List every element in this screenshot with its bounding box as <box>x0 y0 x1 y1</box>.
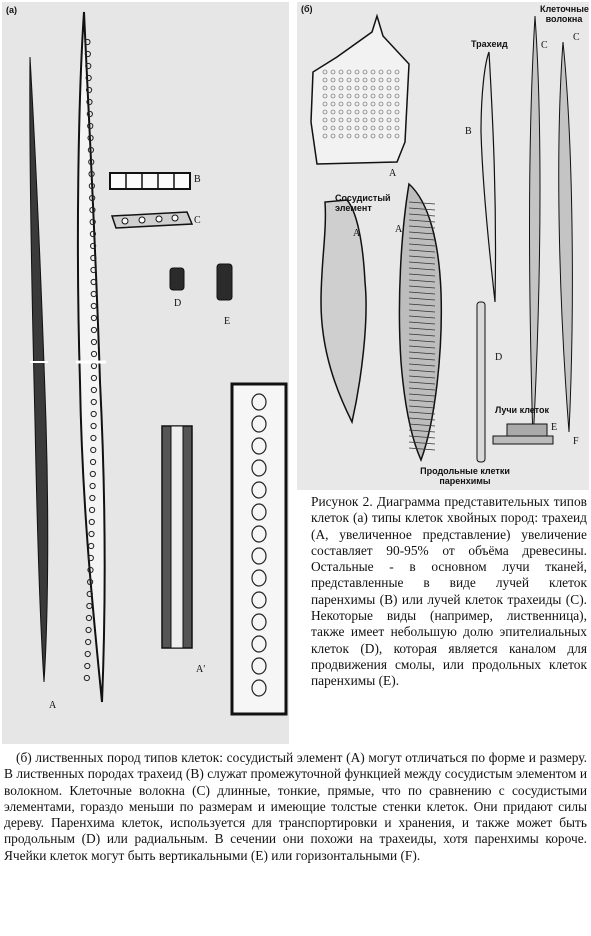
label-b-a1: A <box>389 168 397 179</box>
label-b-d: D <box>495 352 503 363</box>
label-b: B <box>194 174 201 185</box>
panel-a-tag: (a) <box>6 5 17 15</box>
label-tracheid: Трахеид <box>471 39 508 49</box>
figure-caption: Рисунок 2. Диаграмма представительных типов клеток (а) типы клеток хвойных пород: трахеид (А, увеличенное представление) увеличение составляет 90-95% от объёма древесины. Остальные - в основном лучи тканей, представленные в виде лучей клеток паренхимы (B) или лучей клеток трахеиды (C). Некоторые виды (например, лиственница), также имеет небольшую долю эпителиальных клеток (D), которая является каналом для продвижения смолы, или продольных клеток паренхимы (E). <box>311 494 587 689</box>
paragraph-hardwood: (б) лиственных пород типов клеток: сосудистый элемент (А) могут отличаться по форме и размеру. В лиственных породах трахеид (В) служат промежуточной функцией между сосудистым элементом и волокном. Клеточные волокна (С) длинные, тонкие, прямые, что по сравнению с сосудистыми элементами, гораздо меньши по размерам и имеющие толстые стенки клеток. Они придают силы дереву. Паренхима клеток, используется для транспортировки и хранения, и также может быть продольным (D) или радиальным. В сечении они похожи на трахеиды, хотя паренхимы короче. Ячейки клеток могут быть вертикальными (Е) или горизонтальными (F). <box>4 750 587 863</box>
label-vessel: Сосудистый элемент <box>335 193 391 213</box>
label-b-b: B <box>465 126 472 137</box>
label-fibers: Клеточные волокна <box>540 4 589 24</box>
label-e: E <box>224 316 231 327</box>
label-b-f: F <box>573 436 579 447</box>
label-b-a3: A <box>395 224 403 235</box>
label-a-prime: A′ <box>196 664 206 675</box>
hardwood-cells-drawing <box>297 2 589 490</box>
label-rays: Лучи клеток <box>495 405 549 415</box>
panel-b-tag: (б) <box>301 4 313 14</box>
label-a: A <box>49 700 57 711</box>
label-b-c1: C <box>541 40 548 51</box>
label-c: C <box>194 215 201 226</box>
figure-panel-b <box>297 2 589 490</box>
label-b-c2: C <box>573 32 580 43</box>
softwood-cells-drawing <box>2 2 289 744</box>
label-d: D <box>174 298 182 309</box>
label-parenchyma: Продольные клетки паренхимы <box>420 466 510 486</box>
figure-panel-a <box>2 2 289 744</box>
label-b-e: E <box>551 422 558 433</box>
label-b-a2: A <box>353 228 361 239</box>
